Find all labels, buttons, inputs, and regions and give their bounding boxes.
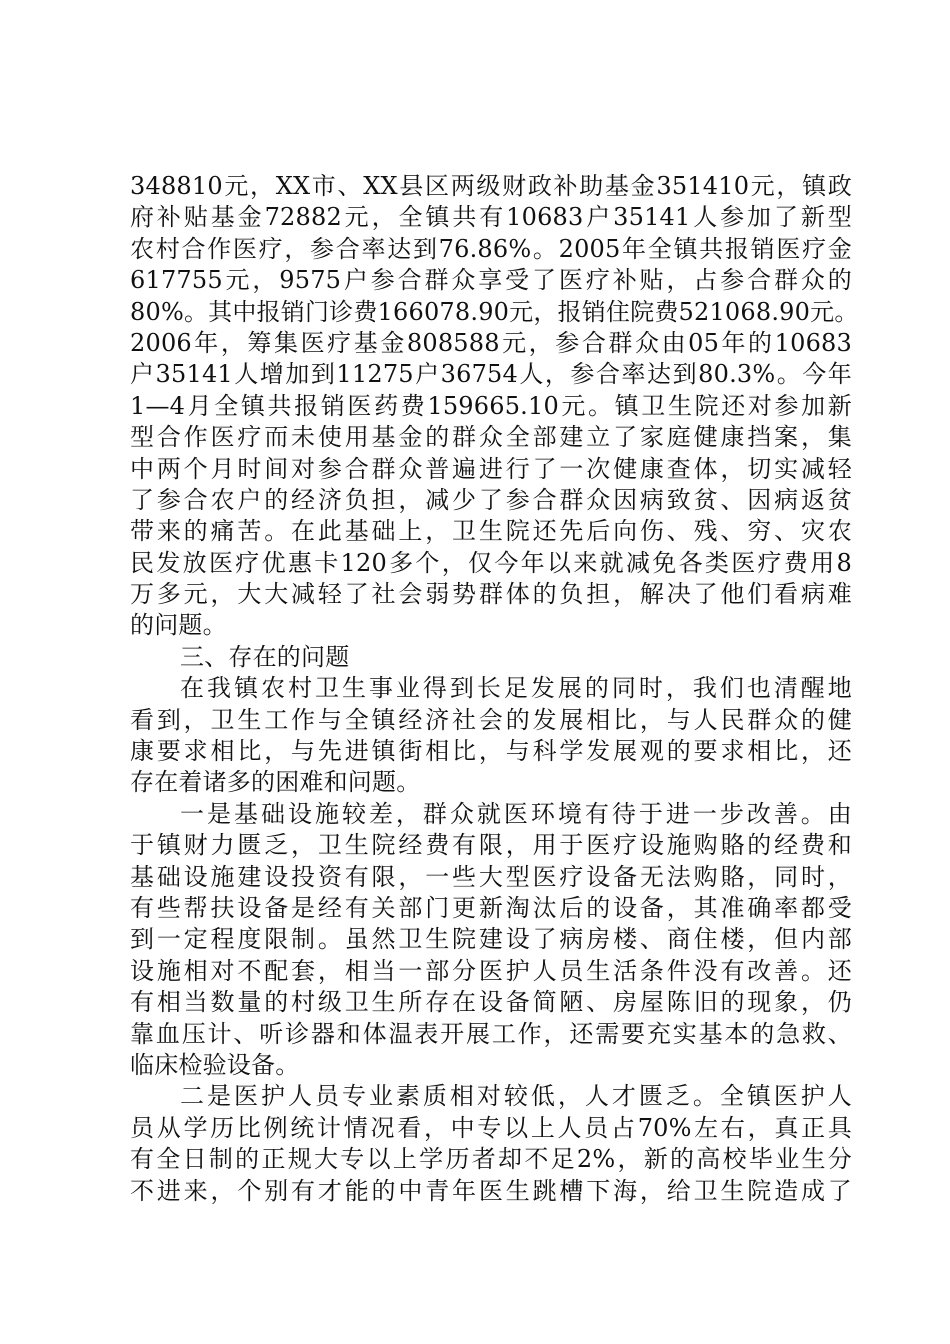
text-line: 有相当数量的村级卫生所存在设备简陋、房屋陈旧的现象，仍	[130, 988, 852, 1017]
text-line: 348810元，XX市、XX县区两级财政补助基金351410元，镇政	[130, 172, 852, 200]
text-line: 府补贴基金72882元，全镇共有10683户35141人参加了新型	[130, 203, 852, 232]
text-line: 万多元，大大减轻了社会弱势群体的负担，解决了他们看病难	[130, 580, 852, 609]
text-line: 了参合农户的经济负担，减少了参合群众因病致贫、因病返贫	[130, 485, 852, 514]
text-line: 有些帮扶设备是经有关部门更新淘汰后的设备，其准确率都受	[130, 893, 852, 922]
text-line: 不进来，个别有才能的中青年医生跳槽下海，给卫生院造成了	[130, 1176, 852, 1205]
text-line: 临床检验设备。	[130, 1050, 300, 1079]
text-line: 看到，卫生工作与全镇经济社会的发展相比，与人民群众的健	[130, 705, 852, 734]
text-line: 存在着诸多的困难和问题。	[130, 768, 421, 797]
text-line: 中两个月时间对参合群众普遍进行了一次健康查体，切实减轻	[130, 454, 852, 483]
text-line: 基础设施建设投资有限，一些大型医疗设备无法购賂，同时，	[130, 862, 852, 891]
text-line: 2006年，筹集医疗基金808588元，参合群众由05年的10683	[130, 328, 852, 357]
text-line: 于镇财力匮乏，卫生院经费有限，用于医疗设施购賂的经费和	[130, 831, 852, 860]
text-line: 到一定程度限制。虽然卫生院建设了病房楼、商住楼，但内部	[130, 925, 852, 954]
body-text	[130, 171, 859, 1207]
text-line: 带来的痛苦。在此基础上，卫生院还先后向伤、残、穷、灾农	[130, 517, 852, 546]
text-line: 康要求相比，与先进镇街相比，与科学发展观的要求相比，还	[130, 737, 852, 766]
section-heading: 三、存在的问题	[180, 642, 350, 671]
text-line: 617755元，9575户参合群众享受了医疗补贴，占参合群众的	[130, 266, 852, 295]
text-line: 一是基础设施较差，群众就医环境有待于进一步改善。由	[180, 799, 852, 828]
text-line: 1—4月全镇共报销医药费159665.10元。镇卫生院还对参加新	[130, 391, 852, 420]
text-line: 员从学历比例统计情况看，中专以上人员占70%左右，真正具	[130, 1113, 852, 1142]
text-line: 户35141人增加到11275户36754人，参合率达到80.3%。今年	[130, 360, 852, 389]
text-line: 80%。其中报销门诊费166078.90元，报销住院费521068.90元。	[130, 297, 859, 326]
text-line: 的问题。	[130, 611, 227, 640]
text-line: 民发放医疗优惠卡120多个，仅今年以来就减免各类医疗费用8	[130, 548, 852, 577]
text-line: 二是医护人员专业素质相对较低，人才匮乏。全镇医护人	[180, 1082, 852, 1111]
text-line: 设施相对不配套，相当一部分医护人员生活条件没有改善。还	[130, 956, 852, 985]
text-line: 有全日制的正规大专以上学历者却不足2%，新的高校毕业生分	[130, 1145, 852, 1174]
text-line: 在我镇农村卫生事业得到长足发展的同时，我们也清醒地	[180, 674, 852, 703]
text-line: 农村合作医疗，参合率达到76.86%。2005年全镇共报销医疗金	[130, 234, 852, 263]
text-line: 型合作医疗而未使用基金的群众全部建立了家庭健康挡案，集	[130, 423, 852, 452]
text-line: 靠血压计、听诊器和体温表开展工作，还需要充实基本的急救、	[130, 1019, 852, 1048]
